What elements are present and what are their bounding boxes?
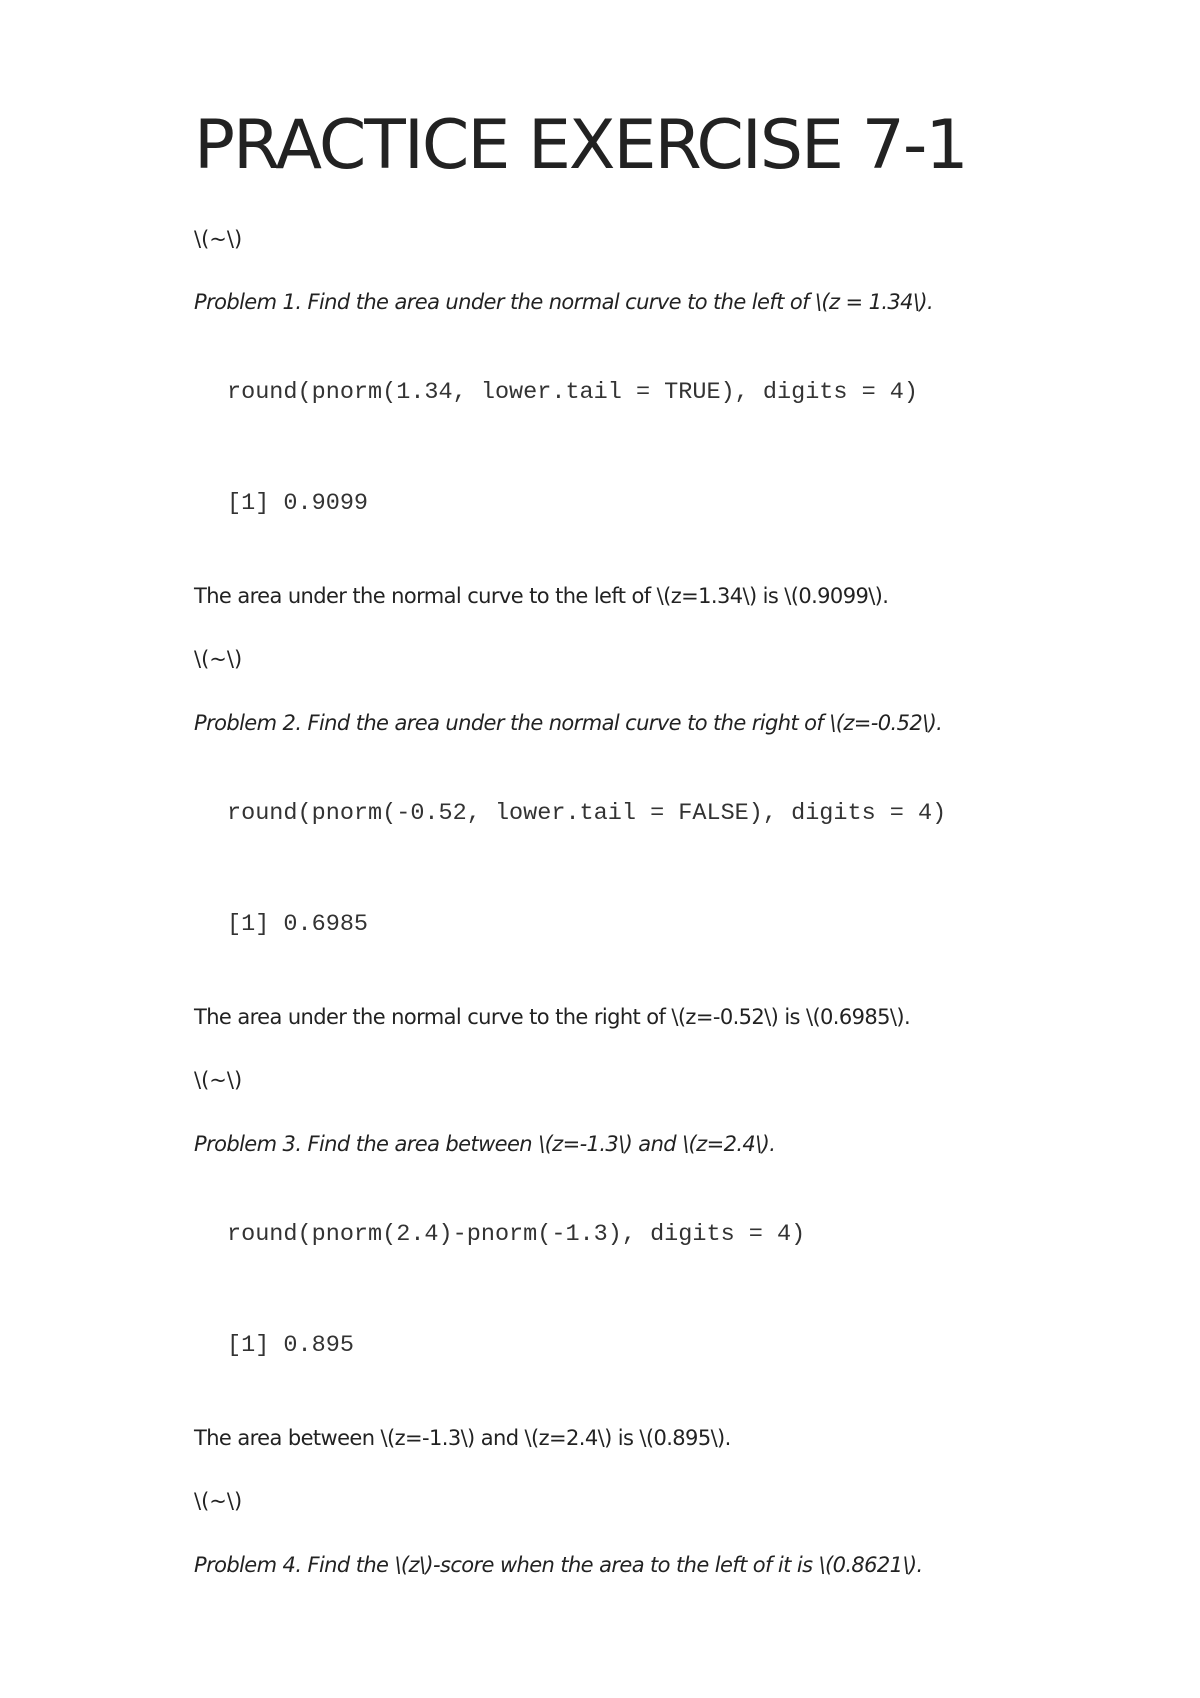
problem-4-prompt: Problem 4. Find the \(z\)-score when the area to the left of it is \(0.8621\). xyxy=(194,1553,923,1577)
problem-3-answer: The area between \(z=-1.3\) and \(z=2.4\) is \(0.895\). xyxy=(194,1426,731,1450)
separator: \(~\) xyxy=(194,647,243,671)
problem-1-answer: The area under the normal curve to the left of \(z=1.34\) is \(0.9099\). xyxy=(194,584,889,608)
problem-3-prompt: Problem 3. Find the area between \(z=-1.3\) and \(z=2.4\). xyxy=(194,1132,776,1156)
separator: \(~\) xyxy=(194,1489,243,1513)
separator: \(~\) xyxy=(194,227,243,251)
page-title: PRACTICE EXERCISE 7-1 xyxy=(194,106,967,185)
problem-2-answer: The area under the normal curve to the right of \(z=-0.52\) is \(0.6985\). xyxy=(194,1005,911,1029)
separator: \(~\) xyxy=(194,1068,243,1092)
problem-2-code: round(pnorm(-0.52, lower.tail = FALSE), digits = 4) xyxy=(227,800,947,827)
problem-1-prompt: Problem 1. Find the area under the normal curve to the left of \(z = 1.34\). xyxy=(194,290,934,314)
problem-1-code: round(pnorm(1.34, lower.tail = TRUE), digits = 4) xyxy=(227,379,919,406)
problem-2-output: [1] 0.6985 xyxy=(227,911,369,938)
problem-2-prompt: Problem 2. Find the area under the normal curve to the right of \(z=-0.52\). xyxy=(194,711,943,735)
problem-3-output: [1] 0.895 xyxy=(227,1332,354,1359)
problem-3-code: round(pnorm(2.4)-pnorm(-1.3), digits = 4) xyxy=(227,1221,806,1248)
problem-1-output: [1] 0.9099 xyxy=(227,490,369,517)
